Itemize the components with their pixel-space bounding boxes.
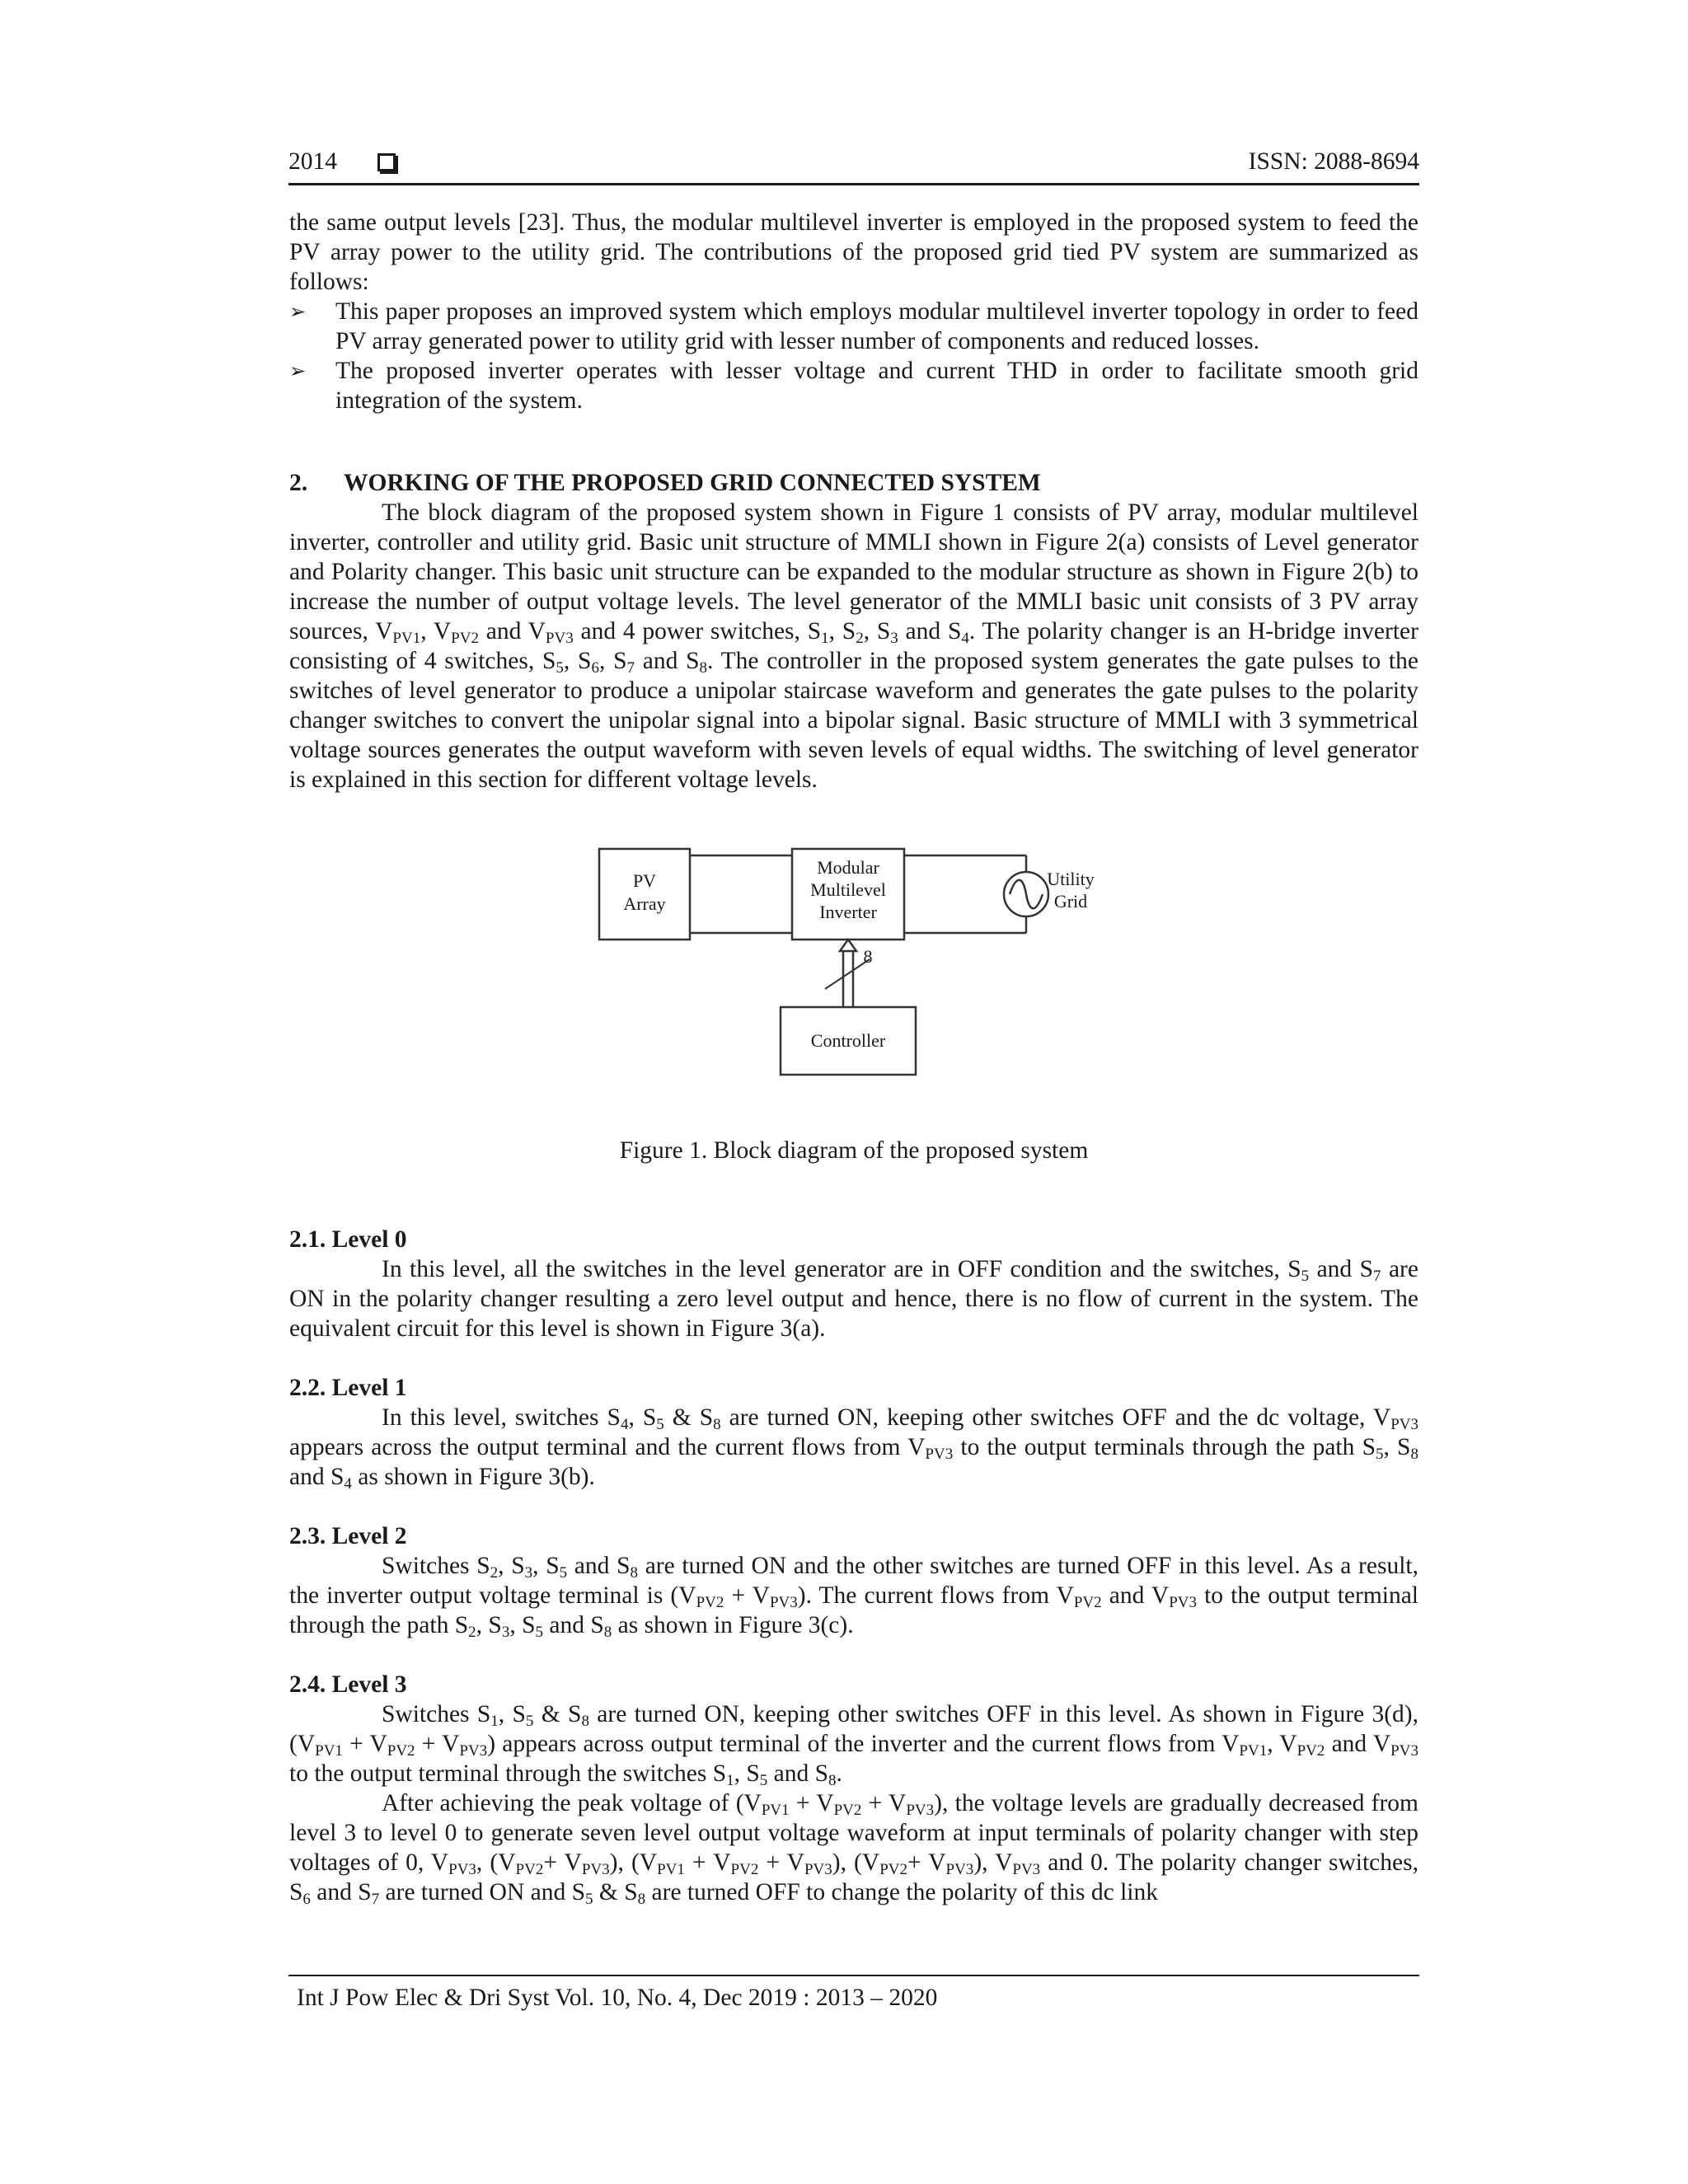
subsection-heading-level-3: 2.4. Level 3 (289, 1671, 407, 1698)
subsection-heading-level-2: 2.3. Level 2 (289, 1523, 407, 1549)
mmli-label: Multilevel (810, 879, 886, 900)
level-0-paragraph: In this level, all the switches in the level generator are in OFF condition and the switches, $S_5$ and $S_7$ are ON in the polarity changer resulting a zero level output and hence, there is no flow of current in the system. The equivalent circuit for this level is shown in Figure 3(a). (289, 1256, 1418, 1342)
page-header (288, 143, 1419, 185)
issn: ISSN: 2088-8694 (1248, 148, 1419, 175)
level-3-paragraph-2: After achieving the peak voltage of $(V_{PV1} + V_{PV2} + V_{PV3})$, the voltage levels are gradually decreased from level 3 to level 0 to generate seven level output voltage waveform at input terminals of polarity changer with step voltages of 0, $V_{PV3}$, $(V_{PV2}+ V_{PV3})$, $(V_{PV1} + V_{PV2} + V_{PV3})$, $(V_{PV2}+ V_{PV3})$, $V_{PV3}$ and 0. The polarity changer switches, $S_6$ and $S_7$ are turned ON and $S_5$ & $S_8$ are turned OFF to change the polarity of this dc link (289, 1790, 1418, 1908)
grid-label: Utility (1047, 869, 1095, 889)
list-item-text: The proposed inverter operates with lesser voltage and current THD in order to facilitate smooth grid integration of the system. (335, 358, 1418, 414)
section-number: 2. (289, 470, 308, 496)
pv-array-label: PV (632, 870, 657, 891)
intro-paragraph: the same output levels [23]. Thus, the modular multilevel inverter is employed in the proposed system to feed the PV array power to the utility grid. The contributions of the proposed grid tied PV system are summarized as follows: (289, 209, 1418, 295)
controller-label: Controller (810, 1030, 886, 1051)
block-diagram (289, 844, 1418, 1091)
page-footer (288, 1975, 1419, 2013)
mmli-label: Modular (817, 857, 879, 878)
square-icon (377, 153, 396, 171)
figure-1 (289, 844, 1418, 1091)
section-heading (289, 468, 1418, 498)
level-3-paragraph: Switches $S_1$, $S_5$ & $S_8$ are turned ON, keeping other switches OFF in this level. As shown in Figure 3(d), $(V_{PV1} + V_{PV2} + V_{PV3})$ appears across output terminal of the inverter and the current flows from $V_{PV1}$, $V_{PV2}$ and $V_{PV3}$ to the output terminal through the switches $S_1$, $S_5$ and $S_8$. (289, 1701, 1418, 1789)
list-item-text: This paper proposes an improved system which employs modular multilevel inverter topology in order to feed PV array generated power to utility grid with lesser number of components and reduced losses. (335, 298, 1418, 354)
section-paragraph: The block diagram of the proposed system shown in Figure 1 consists of PV array, modular multilevel inverter, controller and utility grid. Basic unit structure of MMLI shown in Figure 2(a) consists of Level generator and Polarity changer. This basic unit structure can be expanded to the modular structure as shown in Figure 2(b) to increase the number of output voltage levels. The level generator of the MMLI basic unit consists of 3 PV array sources, $V_{PV1}$, $V_{PV2}$ and $V_{PV3}$ and 4 power switches, $S_1$, $S_2$, $S_3$ and $S_4$. The polarity changer is an H-bridge inverter consisting of 4 switches, $S_5$, $S_6$, $S_7$ and $S_8$. The controller in the proposed system generates the gate pulses to the switches of level generator to produce a unipolar staircase waveform and generates the gate pulses to the polarity changer switches to convert the unipolar signal into a bipolar signal. Basic structure of MMLI with 3 symmetrical voltage sources generates the output waveform with seven levels of equal widths. The switching of level generator is explained in this section for different voltage levels. (289, 499, 1418, 793)
page-number: 2014 (288, 148, 337, 175)
subsection-heading-level-0: 2.1. Level 0 (289, 1226, 407, 1253)
pv-array-label: Array (623, 893, 666, 914)
subsection-heading-level-1: 2.2. Level 1 (289, 1375, 407, 1401)
journal-citation: Int J Pow Elec & Dri Syst Vol. 10, No. 4, Dec 2019 : 2013 – 2020 (297, 1985, 938, 2011)
page-content (289, 208, 1418, 1907)
bus-width-label: 8 (863, 946, 873, 967)
arrowhead-bullet-icon: ➢ (289, 300, 307, 323)
level-1-paragraph: In this level, switches $S_4$, $S_5$ & $S_8$ are turned ON, keeping other switches OFF and the dc voltage, $V_{PV3}$ appears across the output terminal and the current flows from $V_{PV3}$ to the output terminals through the path $S_5$, $S_8$ and $S_4$ as shown in Figure 3(b). (289, 1404, 1418, 1493)
mmli-label: Inverter (819, 902, 877, 922)
contribution-list (289, 297, 1418, 415)
figure-caption: Figure 1. Block diagram of the proposed system (619, 1137, 1089, 1164)
list-item (289, 297, 1418, 356)
section-title: WORKING OF THE PROPOSED GRID CONNECTED SYSTEM (344, 470, 1041, 496)
grid-label: Grid (1053, 891, 1088, 912)
list-item (289, 356, 1418, 415)
arrowhead-bullet-icon: ➢ (289, 359, 307, 382)
level-2-paragraph: Switches $S_2$, $S_3$, $S_5$ and $S_8$ are turned ON and the other switches are turned OFF in this level. As a result, the inverter output voltage terminal is $(V_{PV2} + V_{PV3})$. The current flows from $V_{PV2}$ and $V_{PV3}$ to the output terminal through the path $S_2$, $S_3$, $S_5$ and $S_8$ as shown in Figure 3(c). (289, 1553, 1418, 1641)
